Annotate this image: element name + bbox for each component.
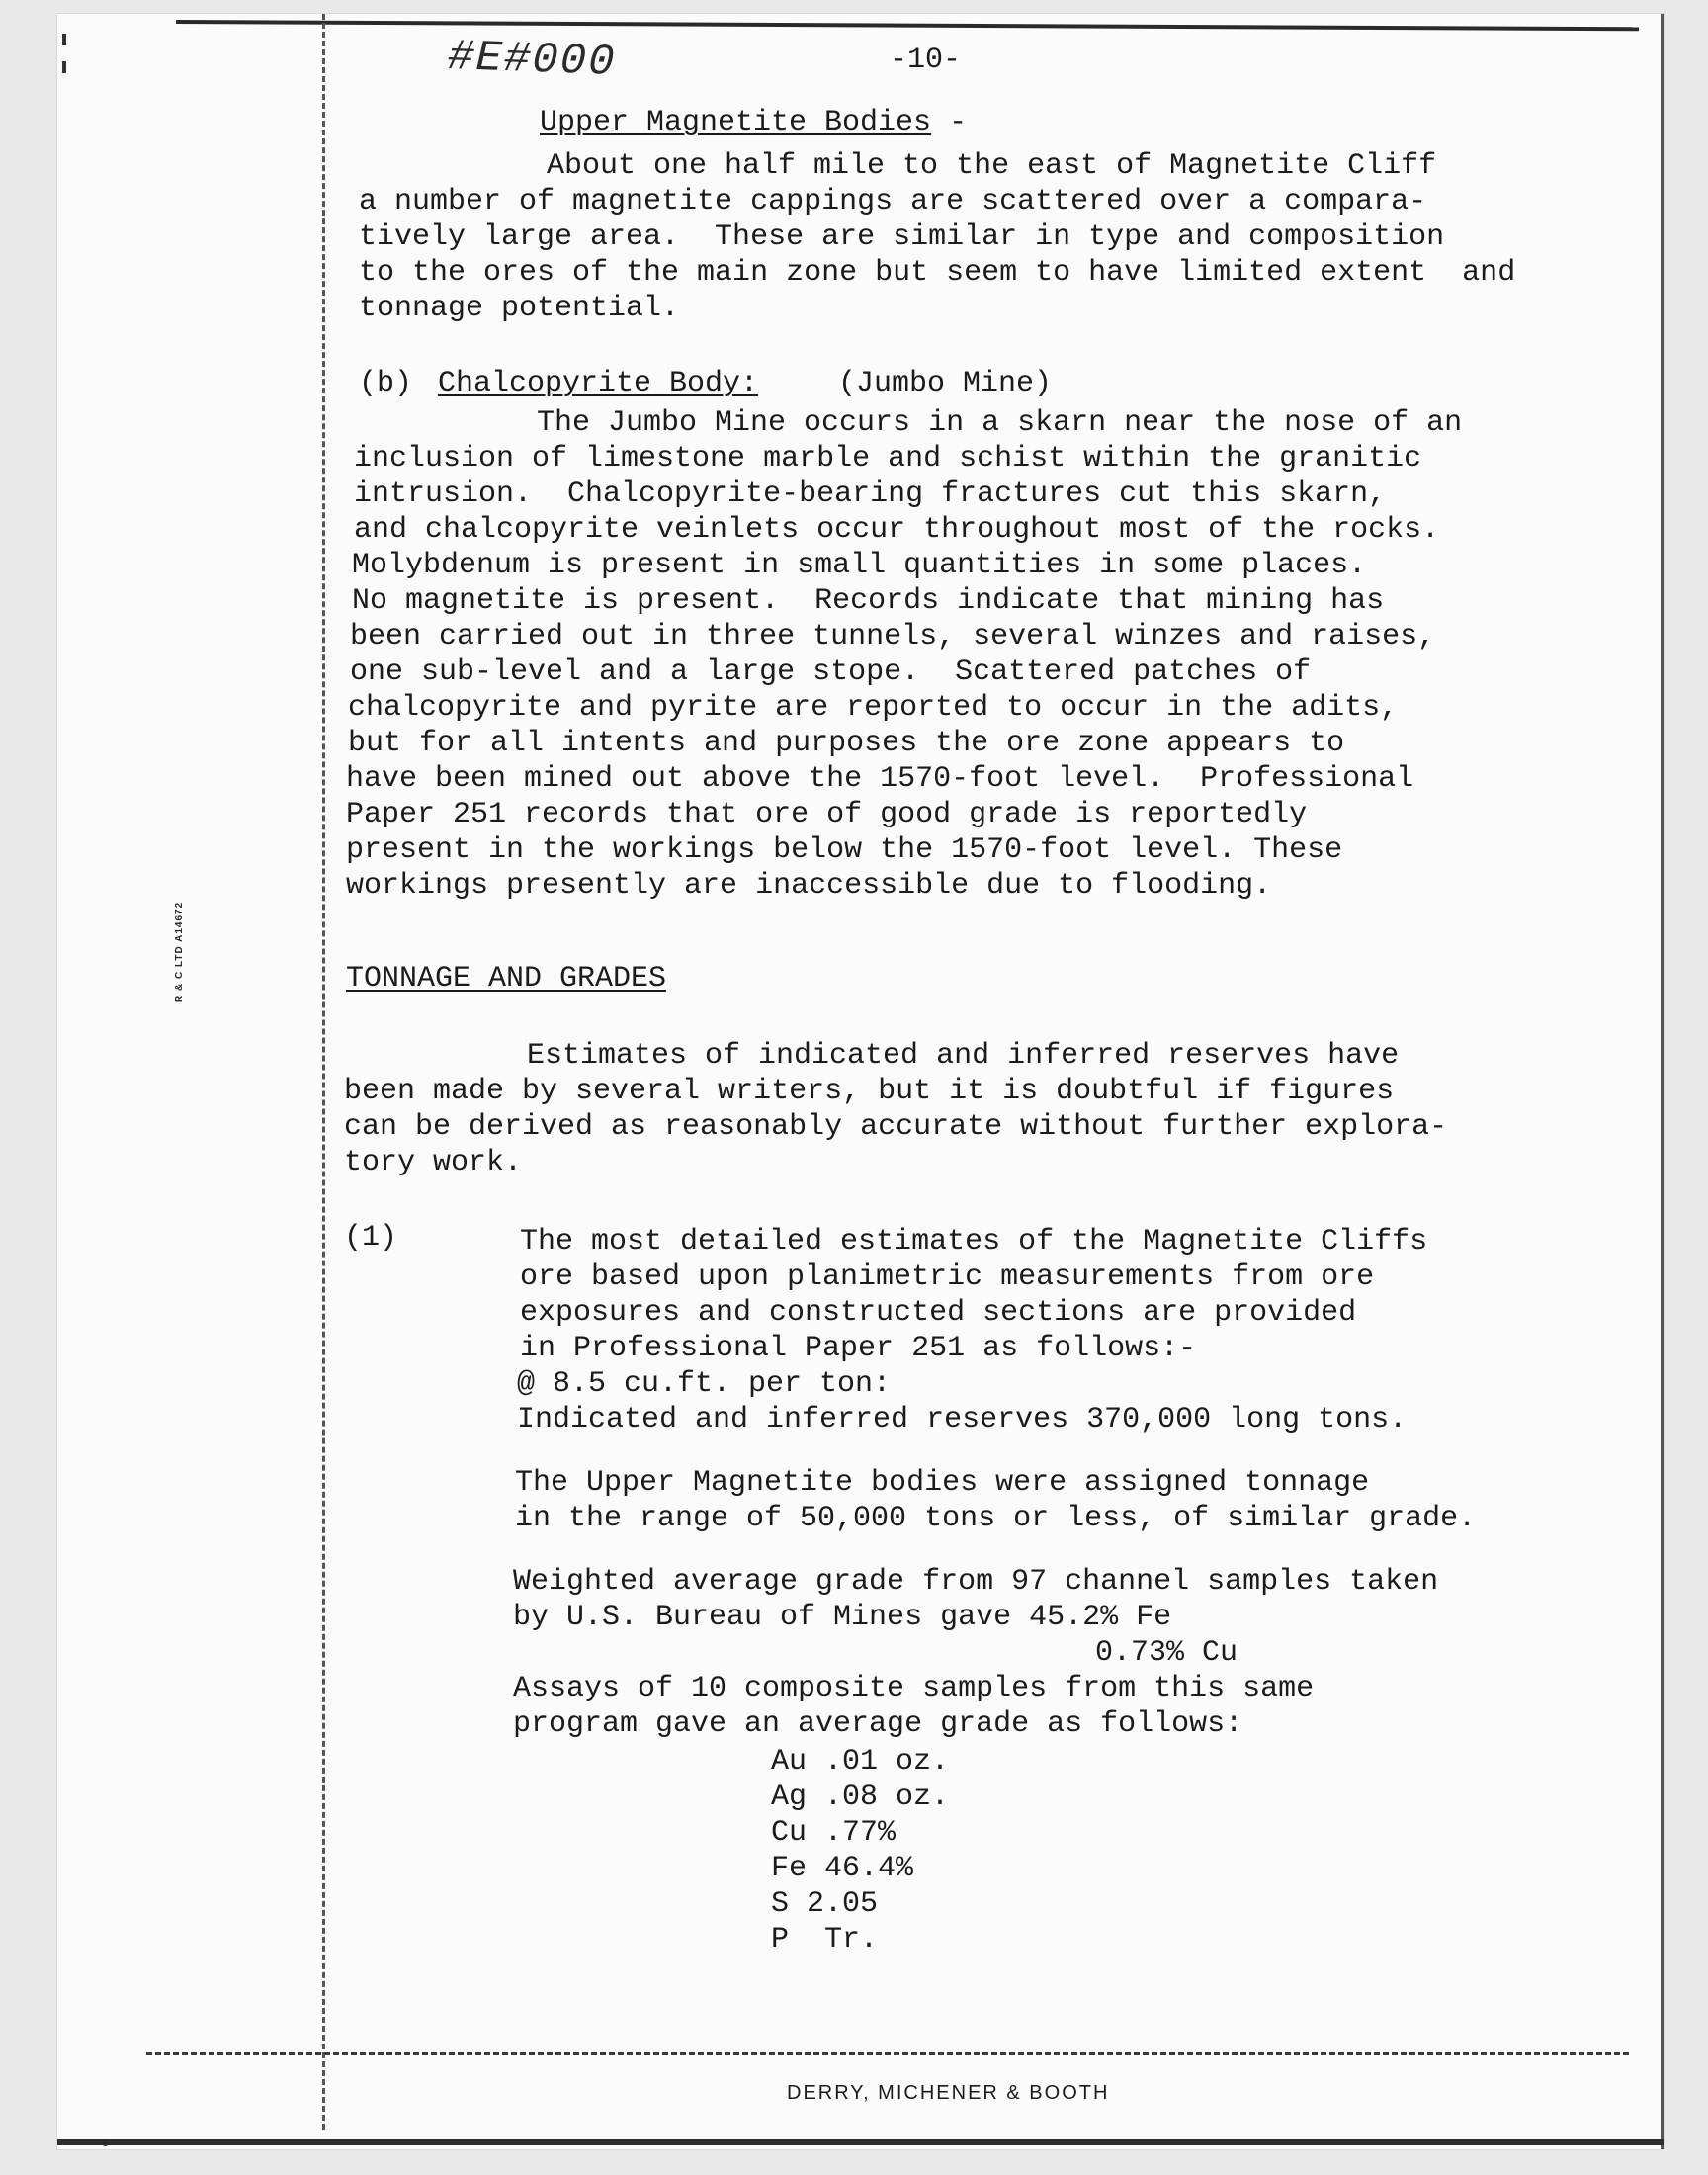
upper-magnetite-heading: Upper Magnetite Bodies - <box>540 106 968 139</box>
paragraph-line: a number of magnetite cappings are scattered over a compara- <box>359 185 1427 218</box>
paragraph-line: Weighted average grade from 97 channel samples taken <box>513 1565 1439 1599</box>
page-edge <box>1661 14 1664 2149</box>
paragraph-line: been made by several writers, but it is doubtful if figures <box>344 1075 1395 1108</box>
paragraph-line: 0.73% Cu <box>1095 1636 1238 1670</box>
paragraph-line: The Upper Magnetite bodies were assigned tonnage <box>515 1466 1370 1500</box>
paragraph-line: have been mined out above the 1570-foot level. Professional <box>346 762 1414 796</box>
paragraph-line: workings presently are inaccessible due to flooding. <box>346 869 1272 903</box>
paragraph-line: Molybdenum is present in small quantities in some places. <box>352 549 1367 582</box>
scan-mark <box>62 61 66 73</box>
section-label: (b) <box>359 367 413 400</box>
paragraph-line: one sub-level and a large stope. Scattered patches of <box>350 655 1312 689</box>
chalcopyrite-heading: Chalcopyrite Body: <box>438 367 759 400</box>
paragraph-line: to the ores of the main zone but seem to have limited extent and <box>359 256 1516 290</box>
paragraph-line: program gave an average grade as follows: <box>513 1707 1243 1741</box>
paragraph-line: Indicated and inferred reserves 370,000 long tons. <box>517 1403 1408 1436</box>
item-label: (1) <box>344 1221 398 1255</box>
paragraph-line: Estimates of indicated and inferred reserves have <box>527 1039 1400 1073</box>
paragraph-line: present in the workings below the 1570-foot level. These <box>346 833 1343 867</box>
assay-value: P Tr. <box>771 1923 879 1957</box>
paragraph-line: About one half mile to the east of Magnetite Cliff <box>547 149 1437 183</box>
document-stamp: #E#000 <box>447 33 618 88</box>
chalcopyrite-subheading: (Jumbo Mine) <box>838 367 1053 400</box>
paragraph-line: been carried out in three tunnels, several winzes and raises, <box>350 620 1436 653</box>
side-code: R & C LTD A14672 <box>174 901 185 1002</box>
margin-line <box>322 14 325 2130</box>
assay-value: Ag .08 oz. <box>771 1781 950 1814</box>
paragraph-line: and chalcopyrite veinlets occur throughout most of the rocks. <box>354 513 1440 547</box>
assay-value: Fe 46.4% <box>771 1852 914 1885</box>
paragraph-line: Assays of 10 composite samples from this same <box>513 1672 1315 1705</box>
paragraph-line: The Jumbo Mine occurs in a skarn near the nose of an <box>537 406 1463 440</box>
paragraph-line: The most detailed estimates of the Magnetite Cliffs <box>520 1225 1428 1259</box>
paragraph-line: ore based upon planimetric measurements from ore <box>520 1261 1375 1294</box>
paragraph-line: in the range of 50,000 tons or less, of similar grade. <box>515 1502 1477 1535</box>
paragraph-line: tonnage potential. <box>359 292 680 325</box>
paragraph-line: can be derived as reasonably accurate without further explora- <box>344 1110 1448 1144</box>
paragraph-line: intrusion. Chalcopyrite-bearing fractures cut this skarn, <box>354 478 1387 511</box>
tonnage-heading: TONNAGE AND GRADES <box>346 962 667 996</box>
top-rule <box>176 20 1639 31</box>
paragraph-line: but for all intents and purposes the ore zone appears to <box>348 727 1345 760</box>
assay-value: S 2.05 <box>771 1887 879 1921</box>
paragraph-line: by U.S. Bureau of Mines gave 45.2% Fe <box>513 1601 1172 1634</box>
paragraph-line: tively large area. These are similar in type and composition <box>359 220 1445 254</box>
scan-speck <box>102 2139 109 2146</box>
paragraph-line: tory work. <box>344 1146 523 1179</box>
assay-value: Cu .77% <box>771 1816 897 1850</box>
paragraph-line: Paper 251 records that ore of good grade is reportedly <box>346 798 1308 831</box>
paragraph-line: No magnetite is present. Records indicate that mining has <box>352 584 1385 618</box>
paragraph-line: chalcopyrite and pyrite are reported to occur in the adits, <box>348 691 1399 725</box>
paragraph-line: exposures and constructed sections are provided <box>520 1296 1357 1330</box>
document-page <box>57 14 1664 2149</box>
paragraph-line: @ 8.5 cu.ft. per ton: <box>517 1367 892 1401</box>
page-bottom-edge <box>57 2139 1664 2145</box>
firm-footer: DERRY, MICHENER & BOOTH <box>787 2082 1110 2104</box>
scan-mark <box>62 34 66 45</box>
page-number: -10- <box>890 44 962 77</box>
paragraph-line: inclusion of limestone marble and schist within the granitic <box>354 442 1422 476</box>
paragraph-line: in Professional Paper 251 as follows:- <box>520 1332 1197 1365</box>
footer-rule <box>146 2052 1629 2055</box>
assay-value: Au .01 oz. <box>771 1745 950 1779</box>
